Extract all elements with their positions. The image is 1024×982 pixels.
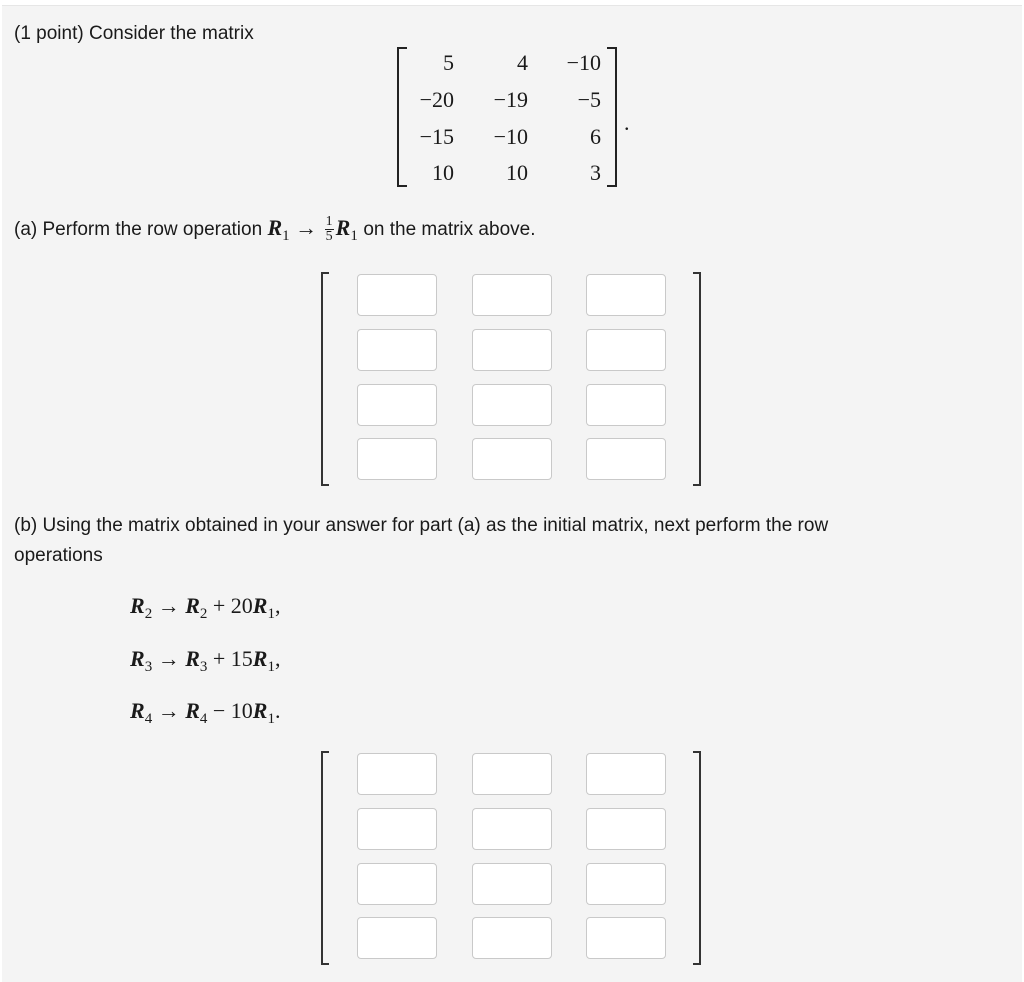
matrix-period: . bbox=[624, 110, 630, 135]
answer-b-r4c1[interactable] bbox=[357, 917, 437, 959]
answer-b-r3c2[interactable] bbox=[472, 863, 552, 905]
answer-a-r4c1[interactable] bbox=[357, 438, 437, 480]
answer-a-r2c3[interactable] bbox=[586, 329, 666, 371]
answer-matrix-a bbox=[321, 272, 701, 486]
matrix-cell: −10 bbox=[566, 50, 601, 75]
answer-matrix-b bbox=[321, 751, 701, 965]
answer-b-r2c2[interactable] bbox=[472, 808, 552, 850]
matrix-cell: −20 bbox=[419, 87, 454, 112]
matrix-cell: 5 bbox=[443, 50, 454, 75]
row-operation-3: $R_4 \to R_4 - 10R_1$. bbox=[130, 698, 281, 727]
answer-b-r4c3[interactable] bbox=[586, 917, 666, 959]
left-bracket bbox=[321, 272, 329, 486]
answer-a-r3c3[interactable] bbox=[586, 384, 666, 426]
matrix-cell: −10 bbox=[493, 124, 528, 149]
answer-a-r3c1[interactable] bbox=[357, 384, 437, 426]
answer-a-r1c1[interactable] bbox=[357, 274, 437, 316]
matrix-cell: 4 bbox=[517, 50, 528, 75]
given-matrix bbox=[397, 47, 617, 187]
fraction: $\frac{1}{5}$ bbox=[325, 214, 333, 245]
matrix-cell: −5 bbox=[577, 87, 601, 112]
answer-b-r4c2[interactable] bbox=[472, 917, 552, 959]
right-bracket bbox=[607, 47, 617, 187]
matrix-cell: 10 bbox=[432, 160, 454, 185]
matrix-cell: 10 bbox=[506, 160, 528, 185]
row-operation-1: $R_2 \to R_2 + 20R_1$, bbox=[130, 593, 281, 622]
right-bracket bbox=[693, 751, 701, 965]
part-b-instruction-line2: operations bbox=[14, 545, 103, 566]
answer-b-r2c3[interactable] bbox=[586, 808, 666, 850]
problem-intro bbox=[14, 19, 254, 49]
answer-b-r1c2[interactable] bbox=[472, 753, 552, 795]
matrix-cell: −15 bbox=[419, 124, 454, 149]
answer-a-r1c3[interactable] bbox=[586, 274, 666, 316]
points-label: (1 point) bbox=[14, 23, 84, 44]
answer-a-r1c2[interactable] bbox=[472, 274, 552, 316]
answer-a-r3c2[interactable] bbox=[472, 384, 552, 426]
part-a-instruction bbox=[14, 213, 535, 246]
answer-b-r3c1[interactable] bbox=[357, 863, 437, 905]
part-a-suffix: on the matrix above. bbox=[363, 219, 536, 240]
answer-b-r3c3[interactable] bbox=[586, 863, 666, 905]
part-b-instruction-line1: (b) Using the matrix obtained in your answer for part (a) as the initial matrix, next perform the row bbox=[14, 515, 829, 536]
answer-b-r1c1[interactable] bbox=[357, 753, 437, 795]
left-bracket bbox=[321, 751, 329, 965]
matrix-cell: −19 bbox=[493, 87, 528, 112]
row-operation-2: $R_3 \to R_3 + 15R_1$, bbox=[130, 646, 281, 675]
arrow: → bbox=[295, 215, 318, 240]
right-bracket bbox=[693, 272, 701, 486]
answer-b-r1c3[interactable] bbox=[586, 753, 666, 795]
matrix-cell: 6 bbox=[590, 124, 601, 149]
row-operation: $R_1$ → $\frac{1}{5}$ $R_1$ bbox=[267, 214, 358, 245]
answer-a-r4c3[interactable] bbox=[586, 438, 666, 480]
answer-b-r2c1[interactable] bbox=[357, 808, 437, 850]
part-a-prefix: (a) Perform the row operation bbox=[14, 219, 263, 240]
answer-a-r4c2[interactable] bbox=[472, 438, 552, 480]
intro-text: Consider the matrix bbox=[88, 23, 254, 44]
answer-a-r2c2[interactable] bbox=[472, 329, 552, 371]
answer-a-r2c1[interactable] bbox=[357, 329, 437, 371]
matrix-cell: 3 bbox=[590, 160, 601, 185]
